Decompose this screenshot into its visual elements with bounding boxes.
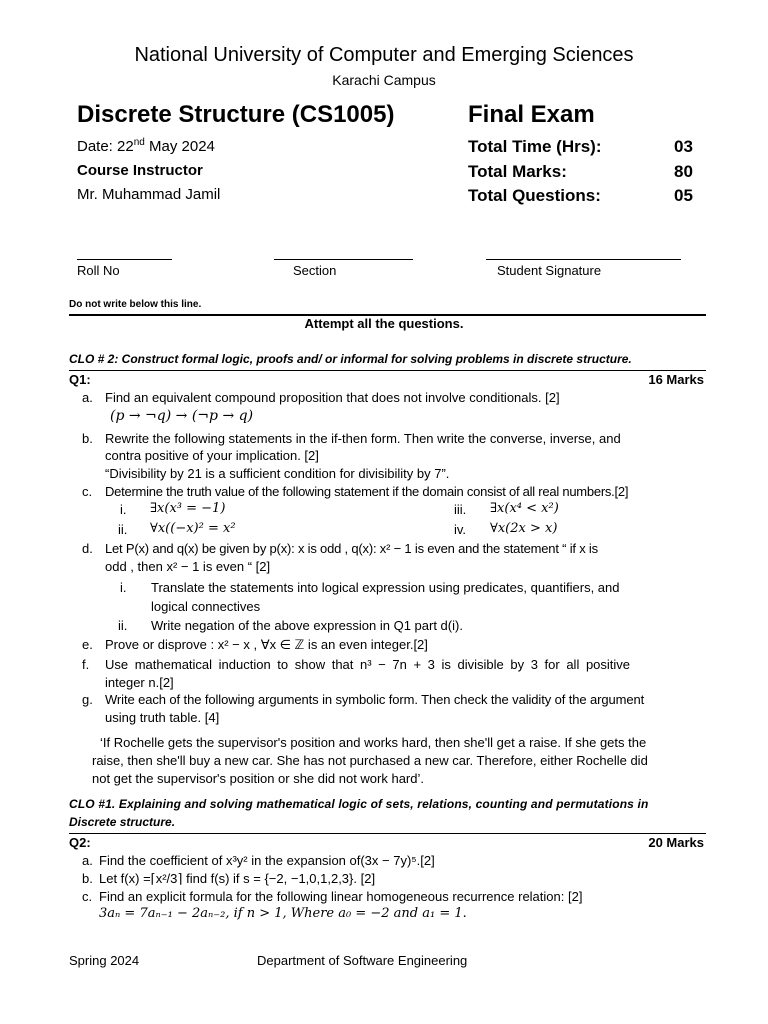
clo2-text: CLO # 2: Construct formal logic, proofs and/ or informal for solving problems in discrete structure. <box>69 352 632 366</box>
q1-b-quote: “Divisibility by 21 is a sufficient condition for divisibility by 7”. <box>105 466 450 481</box>
q1-d-i-label: i. <box>120 580 127 595</box>
q1-c-iv-label: iv. <box>454 522 467 537</box>
notice-text: Do not write below this line. <box>69 299 202 310</box>
signature-line[interactable] <box>486 259 681 260</box>
clo1-line2: Discrete structure. <box>69 815 176 829</box>
exam-title: Final Exam <box>468 101 595 128</box>
q1-argument-line3: not get the supervisor's position or she did not work hard’. <box>92 771 424 786</box>
instructor-name: Mr. Muhammad Jamil <box>77 186 221 203</box>
q1-d-i-line2: logical connectives <box>151 599 261 614</box>
clo1-line1: CLO #1. Explaining and solving mathematical logic of sets, relations, counting and permutations in <box>69 797 649 811</box>
exam-date: Date: 22nd May 2024 <box>77 137 215 155</box>
clo1-divider <box>69 833 706 834</box>
total-time-value: 03 <box>674 137 693 156</box>
q1-c-iii: ∃x(x⁴ < x²) <box>490 501 559 516</box>
total-time-label: Total Time (Hrs): <box>468 137 602 156</box>
q1-argument-line2: raise, then she'll buy a new car. She has not purchased a new car. Therefore, either Rochelle did <box>92 753 648 768</box>
instructor-label: Course Instructor <box>77 162 203 179</box>
section-label: Section <box>293 263 337 278</box>
q1-c-i: ∃x(x³ = −1) <box>150 501 226 516</box>
course-title: Discrete Structure (CS1005) <box>77 101 395 128</box>
q1-argument-line1: ‘If Rochelle gets the supervisor's position and works hard, then she'll get a raise. If she gets the <box>100 735 647 750</box>
q1-d-i: Translate the statements into logical expression using predicates, quantifiers, and <box>151 580 620 595</box>
q2-label: Q2: <box>69 835 91 850</box>
q1-d-ii-label: ii. <box>118 618 128 633</box>
q1-d-line2: odd , then x² − 1 is even “ [2] <box>105 559 271 574</box>
campus-name: Karachi Campus <box>332 72 436 88</box>
total-questions-label: Total Questions: <box>468 186 601 205</box>
q1-label: Q1: <box>69 372 91 387</box>
q1-c-ii-label: ii. <box>118 522 128 537</box>
university-name: National University of Computer and Emerging Sciences <box>134 44 634 66</box>
total-marks-value: 80 <box>674 162 693 181</box>
q1-a-expression: (p → ¬q) → (¬p → q) <box>110 408 254 424</box>
q1-c-iii-label: iii. <box>454 502 467 517</box>
q1-c-i-label: i. <box>120 502 127 517</box>
instruction-text: Attempt all the questions. <box>304 316 464 331</box>
q1-b-line2: contra positive of your implication. [2] <box>105 448 319 463</box>
q1-marks: 16 Marks <box>648 372 704 387</box>
section-line[interactable] <box>274 259 413 260</box>
total-questions-value: 05 <box>674 186 693 205</box>
q1-c-iv: ∀x(2x > x) <box>490 521 558 536</box>
q2-c-recurrence: 3aₙ = 7aₙ₋₁ − 2aₙ₋₂, if n > 1, Where a₀ = −2 and a₁ = 1. <box>99 906 467 921</box>
signature-label: Student Signature <box>497 263 602 278</box>
footer-department: Department of Software Engineering <box>257 953 468 968</box>
q1-c-ii: ∀x((−x)² = x² <box>150 521 236 536</box>
roll-no-line[interactable] <box>77 259 172 260</box>
q1-d-ii: Write negation of the above expression in Q1 part d(i). <box>151 618 463 633</box>
q2-marks: 20 Marks <box>648 835 704 850</box>
q1-g-line2: using truth table. [4] <box>105 710 220 725</box>
clo2-divider <box>69 370 706 371</box>
q1-f-line2: integer n.[2] <box>105 675 174 690</box>
roll-no-label: Roll No <box>77 263 120 278</box>
total-marks-label: Total Marks: <box>468 162 567 181</box>
footer-term: Spring 2024 <box>69 953 140 968</box>
